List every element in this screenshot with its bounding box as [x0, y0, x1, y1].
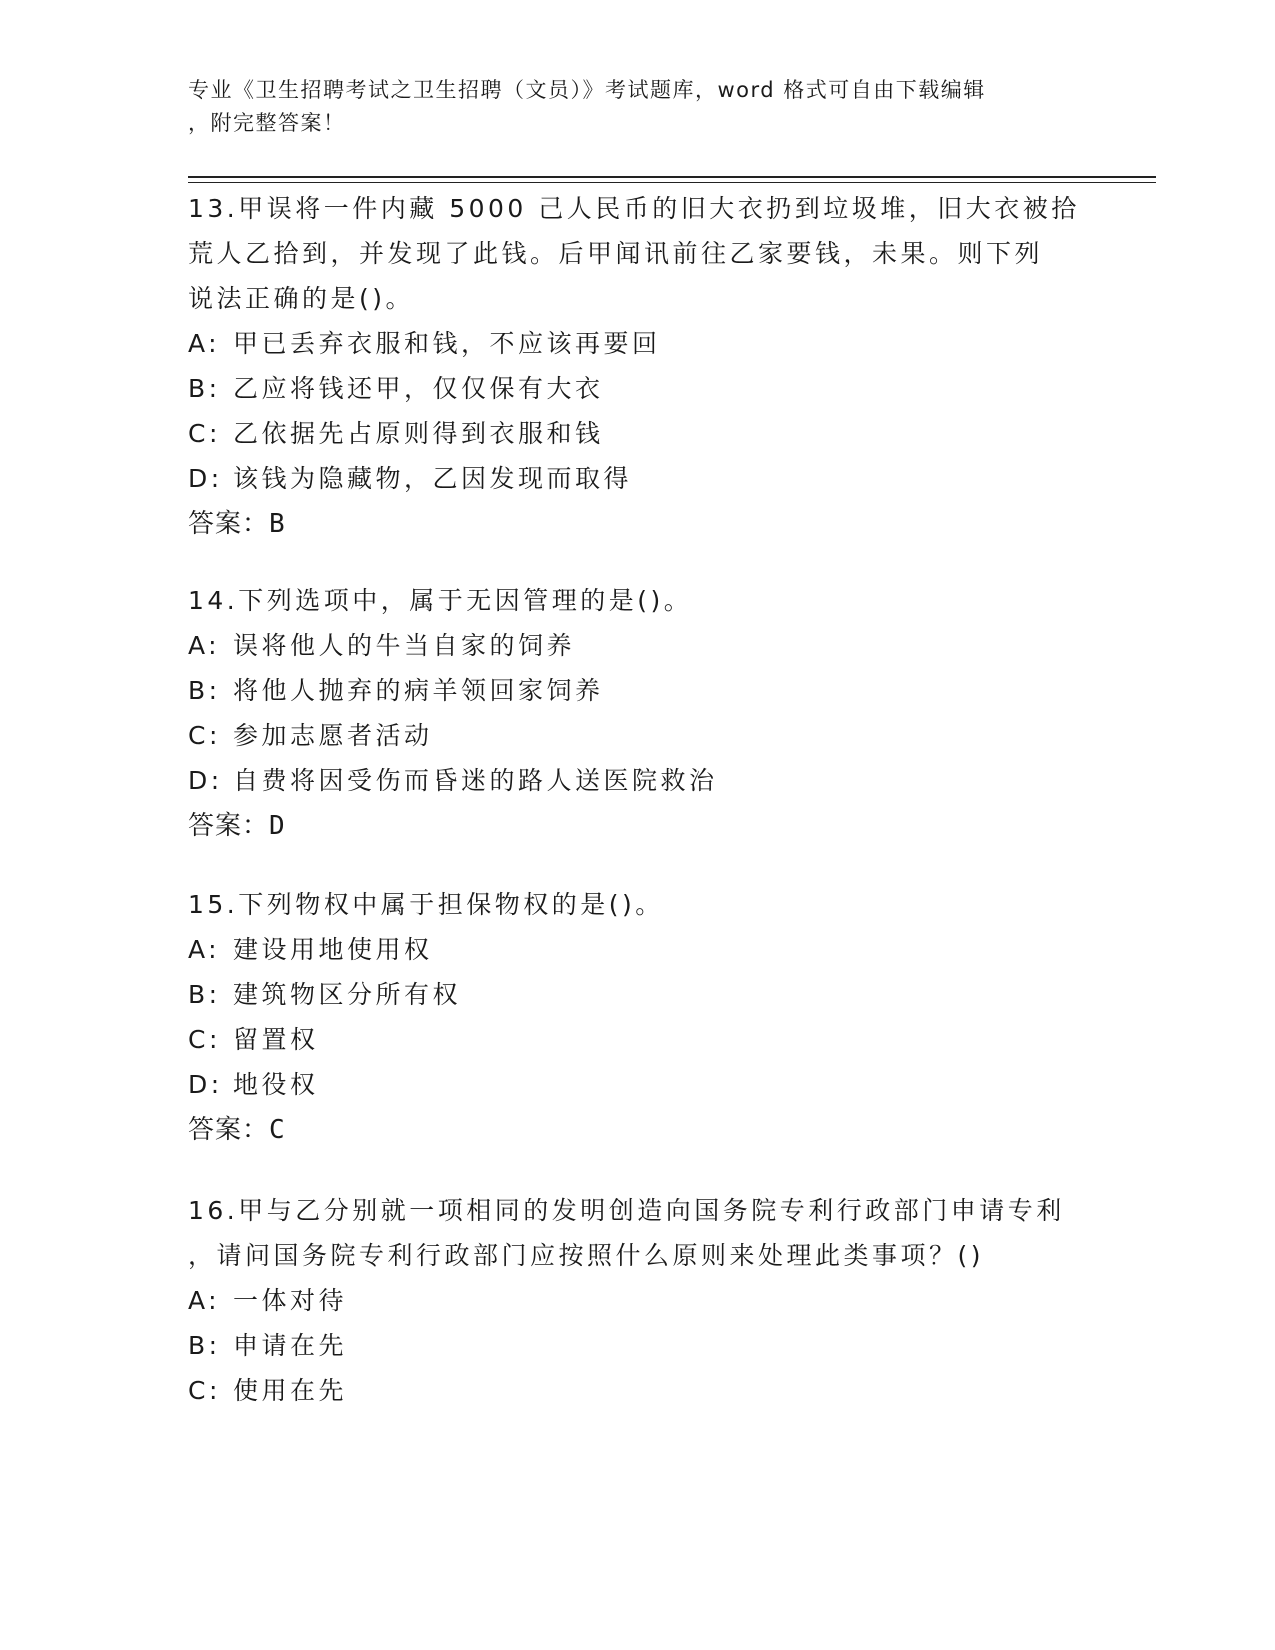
option-letter: D: — [188, 766, 223, 795]
option-d — [188, 758, 1088, 803]
option-b — [188, 972, 1088, 1017]
option-d — [188, 456, 1088, 501]
answer-line — [188, 803, 1088, 849]
option-text: 地役权 — [233, 1070, 319, 1099]
option-letter: C: — [188, 419, 221, 448]
answer-label: 答案： — [188, 509, 270, 539]
header-divider-thin — [188, 182, 1156, 183]
question-16 — [188, 1188, 1088, 1413]
option-text: 甲已丢弃衣服和钱，不应该再要回 — [233, 329, 661, 358]
option-text: 自费将因受伤而昏迷的路人送医院救治 — [233, 766, 718, 795]
option-letter: B: — [188, 374, 221, 403]
answer-label: 答案： — [188, 811, 270, 841]
option-text: 建筑物区分所有权 — [233, 980, 462, 1009]
option-letter: A: — [188, 329, 221, 358]
answer-line — [188, 1107, 1088, 1153]
option-c — [188, 411, 1088, 456]
option-a — [188, 623, 1088, 668]
header-divider-thick — [188, 176, 1156, 178]
option-letter: A: — [188, 1286, 221, 1315]
question-15 — [188, 882, 1088, 1153]
option-letter: B: — [188, 980, 221, 1009]
question-stem-line: 说法正确的是()。 — [188, 284, 415, 313]
answer-value: D — [269, 811, 286, 841]
question-stem-line: 荒人乙拾到，并发现了此钱。后甲闻讯前往乙家要钱，未果。则下列 — [188, 239, 1044, 268]
option-a — [188, 927, 1088, 972]
question-14 — [188, 578, 1088, 849]
option-letter: C: — [188, 1376, 221, 1405]
question-stem-line: 15.下列物权中属于担保物权的是()。 — [188, 890, 664, 919]
option-text: 留置权 — [233, 1025, 319, 1054]
option-c — [188, 1368, 1088, 1413]
option-letter: D: — [188, 1070, 223, 1099]
option-text: 参加志愿者活动 — [233, 721, 433, 750]
option-b — [188, 1323, 1088, 1368]
option-letter: B: — [188, 1331, 221, 1360]
option-c — [188, 713, 1088, 758]
option-letter: A: — [188, 631, 221, 660]
option-letter: A: — [188, 935, 221, 964]
question-stem-line: 14.下列选项中，属于无因管理的是()。 — [188, 586, 693, 615]
header-line-1: 专业《卫生招聘考试之卫生招聘（文员）》考试题库，word 格式可自由下载编辑 — [188, 78, 986, 102]
answer-label: 答案： — [188, 1115, 270, 1145]
option-a — [188, 1278, 1088, 1323]
option-text: 误将他人的牛当自家的饲养 — [233, 631, 576, 660]
option-b — [188, 668, 1088, 713]
option-letter: D: — [188, 464, 223, 493]
question-stem-line: 13.甲误将一件内藏 5000 己人民币的旧大衣扔到垃圾堆，旧大衣被拾 — [188, 194, 1080, 223]
option-text: 乙应将钱还甲，仅仅保有大衣 — [233, 374, 604, 403]
option-letter: B: — [188, 676, 221, 705]
option-text: 将他人抛弃的病羊领回家饲养 — [233, 676, 604, 705]
option-d — [188, 1062, 1088, 1107]
option-letter: C: — [188, 721, 221, 750]
option-text: 建设用地使用权 — [233, 935, 433, 964]
answer-value: B — [269, 509, 286, 539]
option-b — [188, 366, 1088, 411]
question-13 — [188, 186, 1088, 547]
document-header — [188, 74, 1068, 140]
answer-value: C — [269, 1115, 286, 1145]
question-stem-line: ，请问国务院专利行政部门应按照什么原则来处理此类事项？() — [188, 1241, 985, 1270]
option-c — [188, 1017, 1088, 1062]
option-a — [188, 321, 1088, 366]
option-text: 一体对待 — [233, 1286, 348, 1315]
header-line-2: ，附完整答案！ — [188, 111, 346, 135]
option-text: 使用在先 — [233, 1376, 348, 1405]
answer-line — [188, 501, 1088, 547]
option-text: 该钱为隐藏物，乙因发现而取得 — [233, 464, 633, 493]
question-stem-line: 16.甲与乙分别就一项相同的发明创造向国务院专利行政部门申请专利 — [188, 1196, 1065, 1225]
option-text: 乙依据先占原则得到衣服和钱 — [233, 419, 604, 448]
option-letter: C: — [188, 1025, 221, 1054]
option-text: 申请在先 — [233, 1331, 348, 1360]
